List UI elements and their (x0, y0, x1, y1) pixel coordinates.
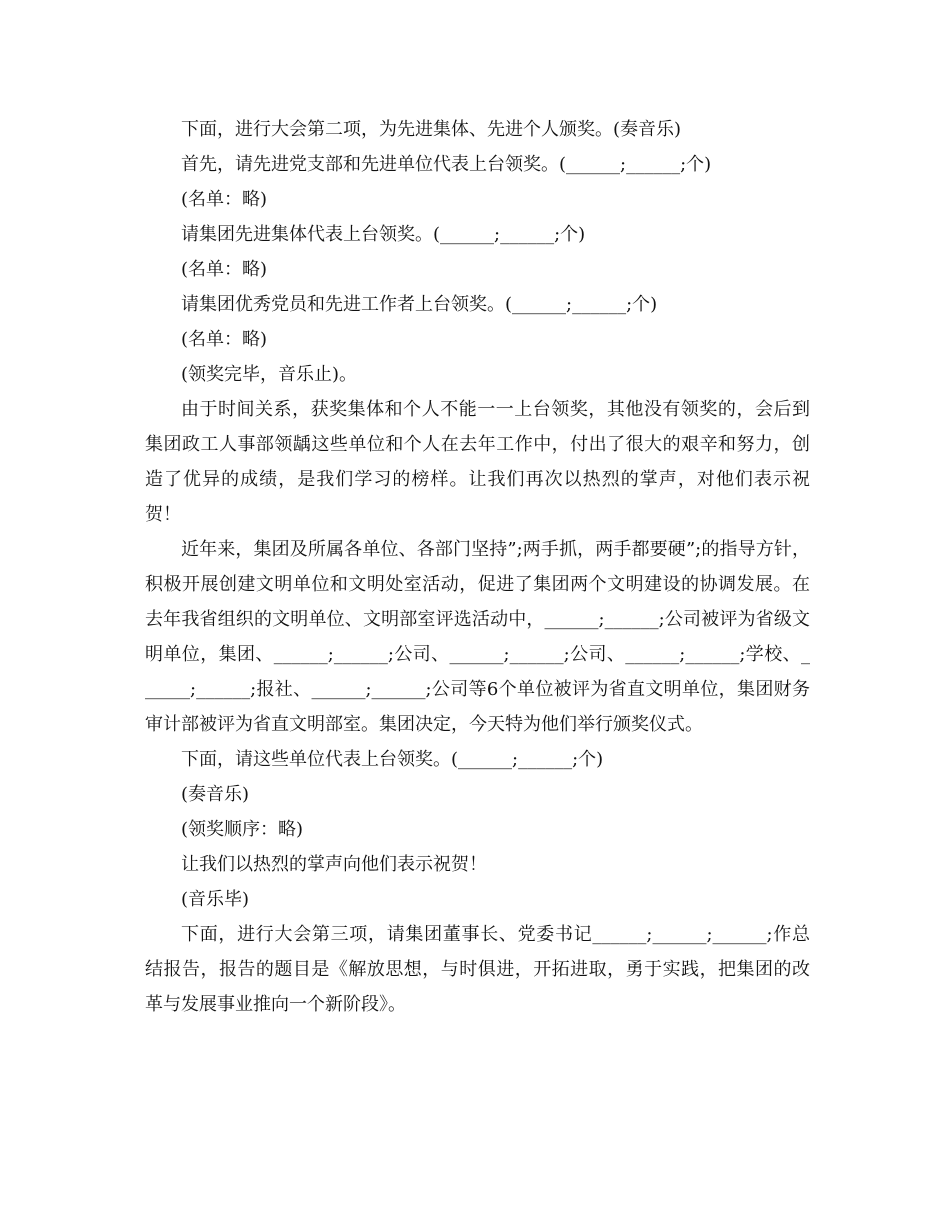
paragraph: 由于时间关系，获奖集体和个人不能一一上台领奖，其他没有领奖的，会后到集团政工人事部领龋这些单位和个人在去年工作中，付出了很大的艰辛和努力，创造了优异的成绩，是我们学习的榜样。让我们再次以热烈的掌声，对他们表示祝贺！ (145, 399, 810, 525)
paragraph: 首先，请先进党支部和先进单位代表上台领奖。(______;______;个) (181, 154, 712, 175)
paragraph: (领奖完毕，音乐止)。 (181, 364, 358, 385)
paragraph: 下面，请这些单位代表上台领奖。(______;______;个) (181, 749, 604, 770)
paragraph: 下面，进行大会第二项，为先进集体、先进个人颁奖。(奏音乐) (181, 119, 682, 140)
paragraph: (领奖顺序：略) (181, 819, 304, 840)
paragraph: (名单：略) (181, 189, 268, 210)
document-body (145, 112, 810, 1022)
paragraph: 请集团优秀党员和先进工作者上台领奖。(______;______;个) (181, 294, 658, 315)
paragraph: 让我们以热烈的掌声向他们表示祝贺！ (181, 854, 487, 875)
paragraph: (音乐毕) (181, 889, 250, 910)
paragraph: 近年来，集团及所属各单位、各部门坚持”;两手抓，两手都要硬”;的指导方针，积极开展创建文明单位和文明处室活动，促进了集团两个文明建设的协调发展。在去年我省组织的文明单位、文明部室评选活动中，______;______;公司被评为省级文明单位，集团、______;______;公司、______;______;公司、______;______;学校、______;______;报社、______;______;公司等6个单位被评为省直文明单位，集团财务审计部被评为省直文明部室。集团决定，今天特为他们举行颁奖仪式。 (145, 539, 810, 735)
paragraph: (名单：略) (181, 259, 268, 280)
paragraph: 请集团先进集体代表上台领奖。(______;______;个) (181, 224, 586, 245)
paragraph: (奏音乐) (181, 784, 250, 805)
paragraph: (名单：略) (181, 329, 268, 350)
paragraph: 下面，进行大会第三项，请集团董事长、党委书记______;______;______;作总结报告，报告的题目是《解放思想，与时俱进，开拓进取，勇于实践，把集团的改革与发展事业推向一个新阶段》。 (145, 924, 810, 1015)
